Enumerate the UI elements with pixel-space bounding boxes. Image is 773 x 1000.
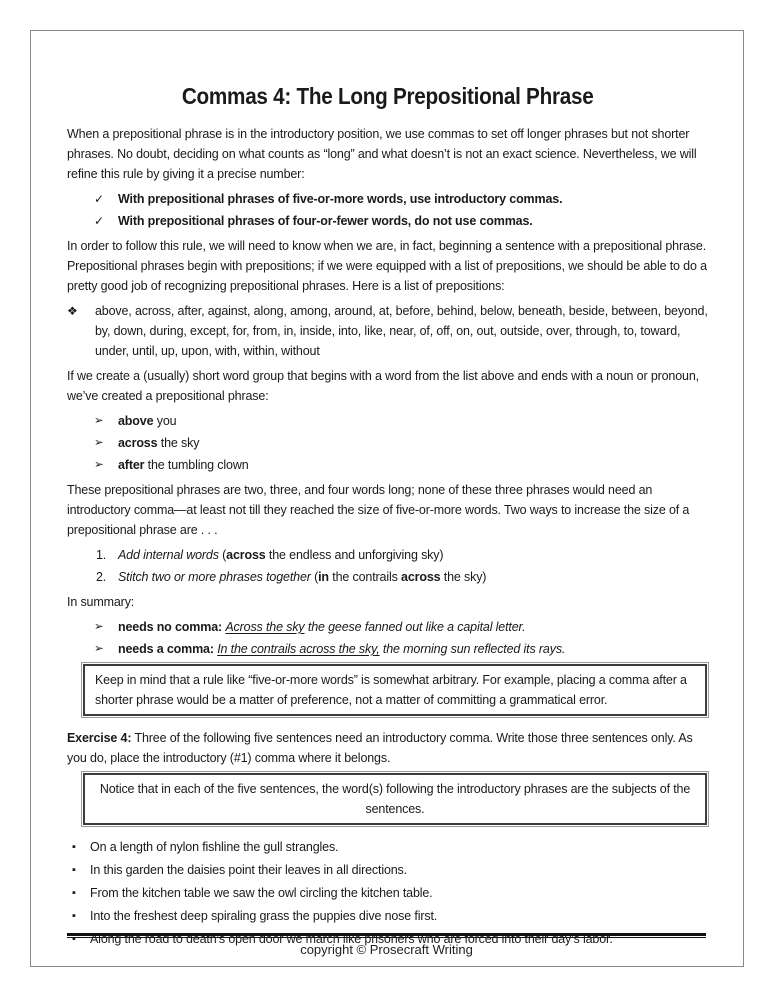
list-number: 1.: [96, 548, 107, 562]
page-footer: [67, 933, 706, 957]
square-bullet-icon: ▪: [72, 910, 76, 922]
list-item: [94, 411, 709, 431]
way-text: [118, 567, 709, 587]
exercise-paragraph: [67, 728, 709, 768]
list-item: [96, 545, 709, 565]
summary-example: [118, 617, 709, 637]
worksheet-page: [30, 30, 744, 967]
exercise-sentence: On a length of nylon fishline the gull strangles.: [90, 840, 339, 854]
list-number: 2.: [96, 570, 107, 584]
list-item: [72, 883, 709, 903]
word-group-paragraph: If we create a (usually) short word group that begins with a word from the list above and ends with a noun or pronoun, we’ve created a prepositional phrase:: [67, 369, 699, 403]
list-item: [94, 617, 709, 637]
summary-label: In summary:: [67, 595, 135, 609]
arrow-bullet-icon: ➢: [94, 621, 104, 633]
prepositions-list: [67, 301, 709, 361]
notice-text: Notice that in each of the five sentences, the word(s) following the introductory phrases are the subjects of the sentences.: [99, 782, 691, 816]
ways-numbered-list: [67, 545, 709, 587]
way-text: [118, 545, 709, 565]
preposition-word: across: [401, 570, 441, 584]
exercise-label: Exercise 4:: [67, 731, 132, 745]
arrow-bullet-icon: ➢: [94, 643, 104, 655]
copyright-text: copyright © Prosecraft Writing: [300, 942, 473, 957]
note-text: Keep in mind that a rule like “five-or-more words” is somewhat arbitrary. For example, placing a comma after a shorter phrase would be a matter of preference, not a matter of committing a grammatical error.: [95, 673, 687, 707]
list-item: [94, 455, 709, 475]
arrow-bullet-icon: ➢: [94, 437, 104, 449]
phrase-example: [118, 455, 709, 475]
square-bullet-icon: ▪: [72, 933, 76, 945]
prepositions-text: above, across, after, against, along, among, around, at, before, behind, below, beneath, beside, between, beyond, by, down, during, except, for, from, in, inside, into, like, near, of, off, on, out, outside, over, through, to, toward, under, until, up, upon, with, within, without: [95, 304, 708, 358]
square-bullet-icon: ▪: [72, 864, 76, 876]
way-lead: Add internal words: [118, 548, 219, 562]
summary-label-text: needs a comma:: [118, 642, 218, 656]
way-lead: Stitch two or more phrases together: [118, 570, 311, 584]
phrase-example: [118, 433, 709, 453]
summary-example: [118, 639, 709, 659]
arrow-bullet-icon: ➢: [94, 459, 104, 471]
checkmark-icon: ✓: [94, 214, 104, 228]
notice-box: [83, 773, 707, 825]
preposition-word: after: [118, 458, 145, 472]
arrow-bullet-icon: ➢: [94, 415, 104, 427]
square-bullet-icon: ▪: [72, 887, 76, 899]
summary-list: [67, 617, 709, 659]
phrase-example: [118, 411, 709, 431]
way-mid: the contrails: [328, 570, 402, 584]
summary-rest: the morning sun reflected its rays.: [379, 642, 566, 656]
phrase-rest: the sky: [157, 436, 200, 450]
exercise-sentence: Into the freshest deep spiraling grass the puppies dive nose first.: [90, 909, 438, 923]
way-open: (: [310, 570, 319, 584]
exercise-text: Three of the following five sentences need an introductory comma. Write those three sentences only. As you do, place the introductory (#1) comma where it belongs.: [67, 731, 693, 765]
keep-in-mind-box: [83, 664, 707, 716]
rule-text: With prepositional phrases of four-or-fewer words, do not use commas.: [118, 214, 533, 228]
rule-follow-paragraph: In order to follow this rule, we will need to know when we are, in fact, beginning a sentence with a prepositional phrase. Prepositional phrases begin with prepositions; if we were equipped with a list of prepositions, we should be able to do a pretty good job of recognizing prepositional phrases. Here is a list of prepositions:: [67, 239, 707, 293]
way-open: (: [218, 548, 227, 562]
list-item: [67, 301, 709, 361]
list-item: [72, 860, 709, 880]
summary-label-text: needs no comma:: [118, 620, 226, 634]
preposition-word: across: [226, 548, 266, 562]
list-item: [96, 567, 709, 587]
list-item: [94, 433, 709, 453]
list-item: [94, 189, 709, 209]
underlined-phrase: Across the sky: [225, 620, 305, 634]
preposition-word: across: [118, 436, 158, 450]
summary-rest: the geese fanned out like a capital letter.: [304, 620, 526, 634]
list-item: [94, 211, 709, 231]
preposition-word: in: [318, 570, 329, 584]
exercise-sentence: In this garden the daisies point their leaves in all directions.: [90, 863, 407, 877]
phrase-rest: the tumbling clown: [144, 458, 249, 472]
list-item: [72, 906, 709, 926]
checkmark-icon: ✓: [94, 192, 104, 206]
list-item: [72, 837, 709, 857]
list-item: [94, 639, 709, 659]
underlined-phrase: In the contrails across the sky,: [217, 642, 380, 656]
square-bullet-icon: ▪: [72, 841, 76, 853]
phrase-length-paragraph: These prepositional phrases are two, three, and four words long; none of these three phrases would need an introductory comma—at least not till they reached the size of five-or-more words. Two ways to increase the size of a prepositional phrase are . . .: [67, 483, 690, 537]
preposition-word: above: [118, 414, 154, 428]
way-tail: the endless and unforgiving sky): [265, 548, 444, 562]
phrase-examples-list: [67, 411, 709, 475]
exercise-sentence: From the kitchen table we saw the owl circling the kitchen table.: [90, 886, 433, 900]
page-title: [67, 83, 709, 110]
footer-rule: [67, 933, 706, 938]
rule-text: With prepositional phrases of five-or-more words, use introductory commas.: [118, 192, 563, 206]
exercise-sentence: Along the road to death’s open door we march like prisoners who are forced into their day’s labor.: [90, 932, 613, 946]
page-title-text: Commas 4: The Long Prepositional Phrase: [182, 83, 594, 109]
diamond-bullet-icon: ❖: [67, 304, 78, 318]
comma-rules-list: [67, 189, 709, 231]
phrase-rest: you: [153, 414, 177, 428]
way-tail: the sky): [440, 570, 487, 584]
intro-paragraph: When a prepositional phrase is in the introductory position, we use commas to set off longer phrases but not shorter phrases. No doubt, deciding on what counts as “long” and what doesn’t is not an exact science. Nevertheless, we will refine this rule by giving it a precise number:: [67, 127, 697, 181]
